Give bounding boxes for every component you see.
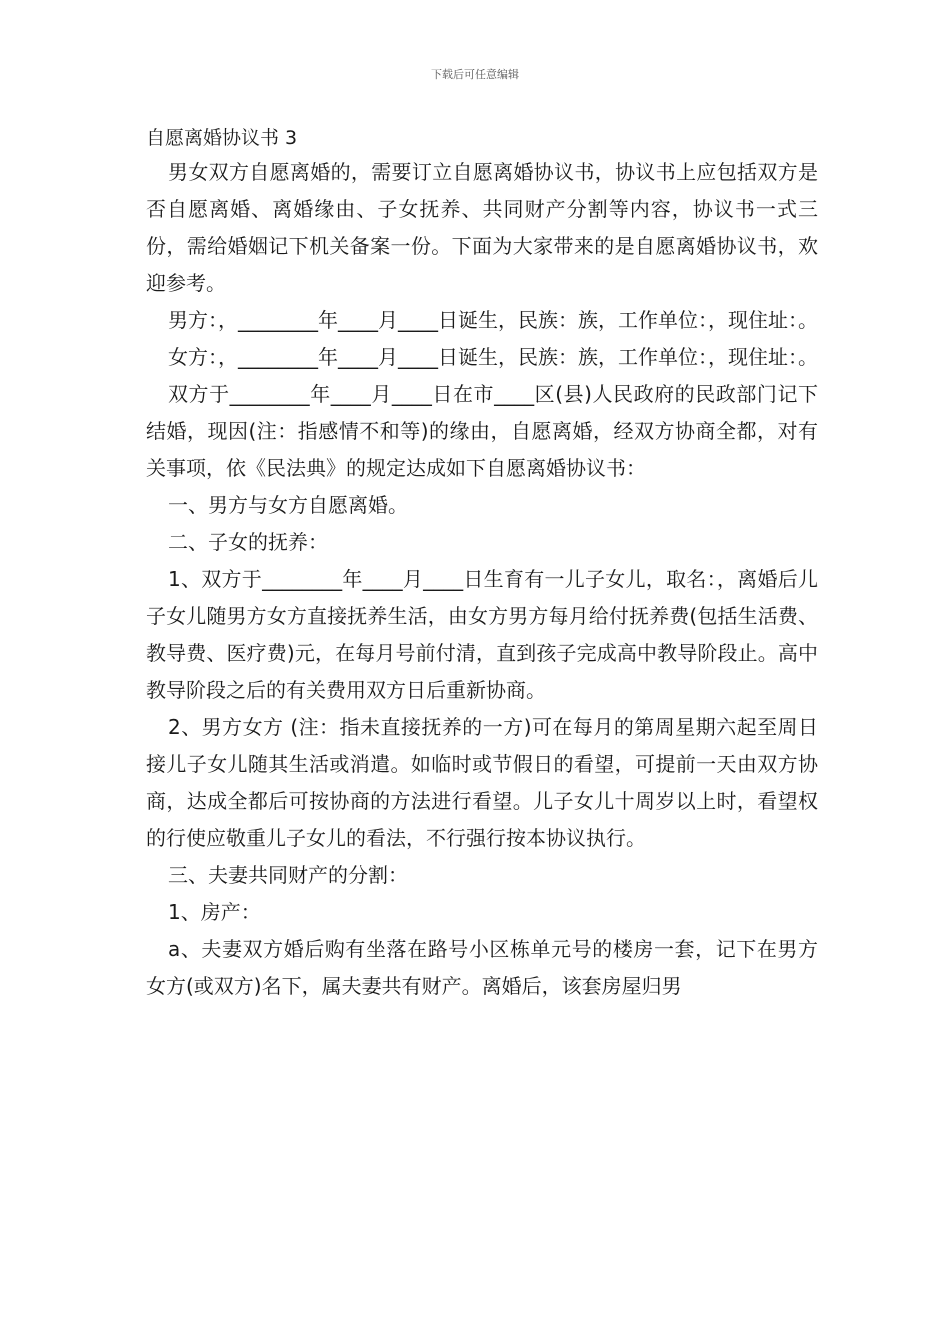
document-body bbox=[146, 154, 818, 1005]
paragraph-item-1: 一、男方与女方自愿离婚。 bbox=[168, 493, 408, 517]
page-header: 下载后可任意编辑 bbox=[431, 68, 519, 81]
paragraph-item-3: 三、夫妻共同财产的分割： bbox=[168, 863, 408, 887]
paragraph-item-2-2: 2、男方女方 (注：指未直接抚养的一方)可在每月的第周星期六起至周日接儿子女儿随其生活或消遣。如临时或节假日的看望，可提前一天由双方协商，达成全都后可按协商的方法进行看望。儿子女儿十周岁以上时，看望权的行使应敬重儿子女儿的看法，不行强行按本协议执行。 bbox=[146, 715, 818, 850]
paragraph-item-2-1: 1、双方于________年____月____日生育有一儿子女儿，取名：，离婚后儿子女儿随男方女方直接抚养生活，由女方男方每月给付抚养费(包括生活费、教导费、医疗费)元，在每月号前付清，直到孩子完成高中教导阶段止。高中教导阶段之后的有关费用双方日后重新协商。 bbox=[146, 567, 818, 702]
paragraph-item-2: 二、子女的抚养： bbox=[168, 530, 328, 554]
paragraph-marriage-record: 双方于________年____月____日在市____区(县)人民政府的民政部门记下结婚，现因(注：指感情不和等)的缘由，自愿离婚，经双方协商全都，对有关事项，依《民法典》的规定达成如下自愿离婚协议书： bbox=[146, 382, 818, 480]
paragraph-item-3-1: 1、房产： bbox=[168, 900, 261, 924]
paragraph-female-party: 女方：，________年____月____日诞生，民族：族，工作单位：，现住址：。 bbox=[168, 345, 818, 369]
document-title: 自愿离婚协议书 3 bbox=[146, 127, 298, 149]
paragraph-intro: 男女双方自愿离婚的，需要订立自愿离婚协议书，协议书上应包括双方是否自愿离婚、离婚缘由、子女抚养、共同财产分割等内容，协议书一式三份，需给婚姻记下机关备案一份。下面为大家带来的是自愿离婚协议书，欢迎参考。 bbox=[146, 160, 818, 295]
paragraph-item-3-1-a: a、夫妻双方婚后购有坐落在路号小区栋单元号的楼房一套，记下在男方女方(或双方)名下，属夫妻共有财产。离婚后，该套房屋归男 bbox=[146, 937, 818, 998]
paragraph-male-party: 男方：，________年____月____日诞生，民族：族，工作单位：，现住址：。 bbox=[168, 308, 818, 332]
